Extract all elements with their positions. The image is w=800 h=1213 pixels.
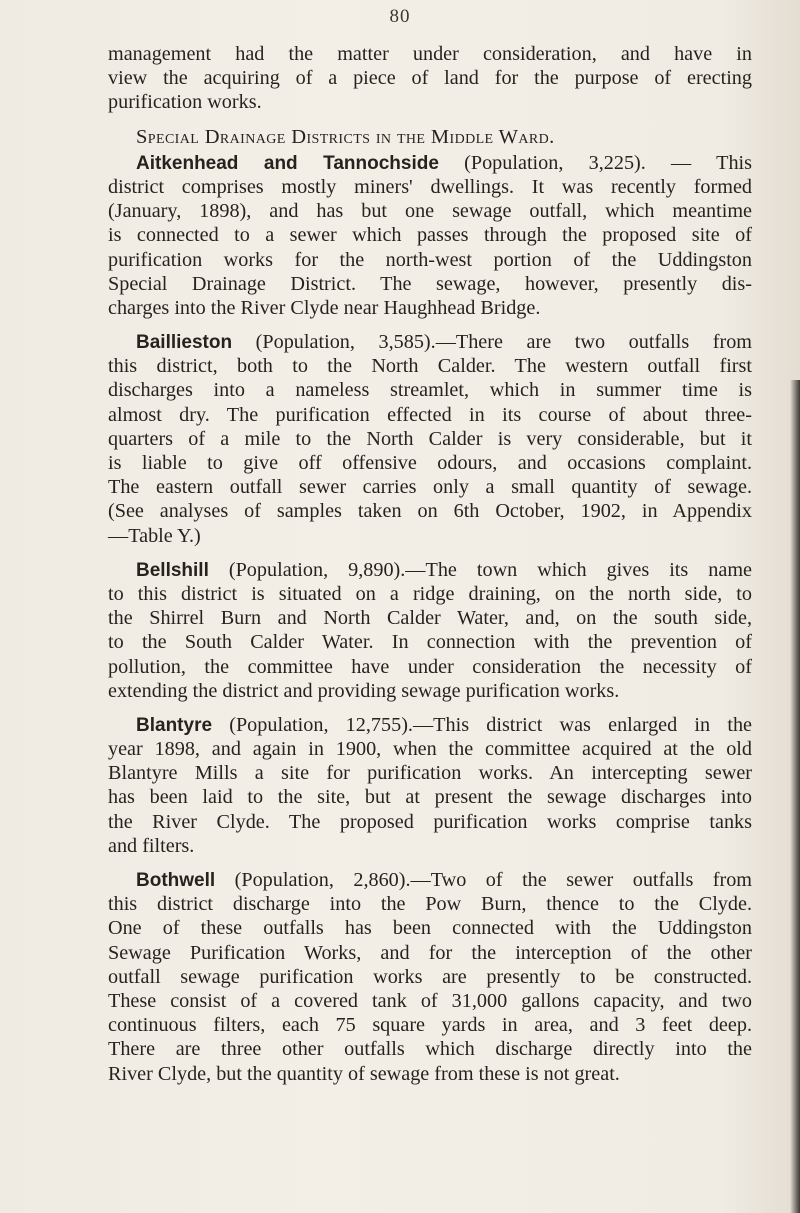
intro-paragraph (108, 42, 752, 115)
text-line: is connected to a sewer which passes through the proposed site of (108, 224, 752, 247)
district-name: Blantyre (136, 714, 213, 736)
text-line: These consist of a covered tank of 31,000 gallons capacity, and two (108, 989, 752, 1012)
text-line: There are three other outfalls which discharge directly into the (108, 1038, 752, 1061)
page-number: 80 (389, 6, 411, 27)
text-run: (Population, 9,890).—The town which gives its name (228, 558, 752, 581)
paragraph-first-line (108, 558, 752, 582)
text-line: River Clyde, but the quantity of sewage from these is not great. (108, 1062, 620, 1085)
paragraph-aitkenhead (108, 151, 752, 320)
paragraph-first-line (108, 151, 752, 175)
paragraph-blantyre (108, 713, 752, 858)
paragraph-first-line (108, 868, 752, 892)
text-line: continuous filters, each 75 square yards in area, and 3 feet deep. (108, 1014, 752, 1037)
text-line: the River Clyde. The proposed purification works comprise tanks (108, 810, 752, 833)
text-line: Sewage Purification Works, and for the interception of the other (108, 941, 752, 964)
text-line: Special Drainage District. The sewage, however, presently dis- (108, 272, 752, 295)
text-line: The eastern outfall sewer carries only a small quantity of sewage. (108, 476, 752, 499)
text-run: (Population, 2,860).—Two of the sewer outfalls from (234, 869, 753, 891)
text-line: district comprises mostly miners' dwellings. It was recently formed (108, 175, 752, 198)
text-line: (January, 1898), and has but one sewage outfall, which meantime (108, 200, 752, 223)
paragraph-baillieston (108, 330, 752, 548)
district-name: Aitkenhead and Tannochside (136, 152, 439, 174)
text-line: the Shirrel Burn and North Calder Water, and, on the south side, (108, 607, 752, 630)
text-line: purification works for the north-west portion of the Uddingston (108, 248, 752, 271)
text-line: outfall sewage purification works are presently to be constructed. (108, 965, 752, 988)
text-line: Blantyre Mills a site for purification works. An intercepting sewer (108, 762, 752, 785)
text-line: has been laid to the site, but at present the sewage discharges into (108, 786, 752, 809)
district-name: Baillieston (136, 332, 233, 354)
paragraph-first-line (108, 713, 752, 737)
text-line: quarters of a mile to the North Calder is very considerable, but it (108, 427, 752, 450)
text-run: (Population, 3,225). — This (464, 151, 752, 174)
text-line: this district, both to the North Calder. The western outfall first (108, 355, 752, 378)
text-line: purification works. (108, 91, 262, 114)
text-line: management had the matter under consideration, and have in (108, 43, 752, 65)
text-body (108, 42, 752, 1086)
text-run: (Population, 12,755).—This district was enlarged in the (229, 713, 752, 736)
paragraph-bellshill (108, 558, 752, 703)
text-line: almost dry. The purification effected in its course of about three- (108, 403, 752, 426)
text-line: One of these outfalls has been connected with the Uddingston (108, 917, 752, 940)
text-line: to the South Calder Water. In connection with the prevention of (108, 631, 752, 654)
paragraph-first-line (108, 330, 752, 354)
text-line: this district discharge into the Pow Burn, thence to the Clyde. (108, 893, 752, 916)
text-line: is liable to give off offensive odours, and occasions complaint. (108, 452, 752, 474)
district-name: Bellshill (136, 559, 209, 581)
text-line: —Table Y.) (108, 524, 201, 547)
text-line: (See analyses of samples taken on 6th October, 1902, in Appendix (108, 500, 752, 523)
text-line: charges into the River Clyde near Haughhead Bridge. (108, 296, 541, 319)
section-heading: Special Drainage Districts in the Middle Ward. (136, 125, 555, 148)
page-edge-shadow (790, 380, 800, 1213)
paragraph-bothwell (108, 868, 752, 1086)
text-line: and filters. (108, 834, 195, 857)
text-line: year 1898, and again in 1900, when the committee acquired at the old (108, 738, 752, 761)
text-line: pollution, the committee have under consideration the necessity of (108, 655, 752, 678)
text-line: to this district is situated on a ridge draining, on the north side, to (108, 582, 752, 605)
text-line: view the acquiring of a piece of land for the purpose of erecting (108, 67, 752, 90)
text-line: extending the district and providing sewage purification works. (108, 679, 620, 702)
text-run: (Population, 3,585).—There are two outfalls from (255, 331, 753, 354)
text-line: discharges into a nameless streamlet, which in summer time is (108, 379, 752, 402)
district-name: Bothwell (136, 870, 216, 891)
